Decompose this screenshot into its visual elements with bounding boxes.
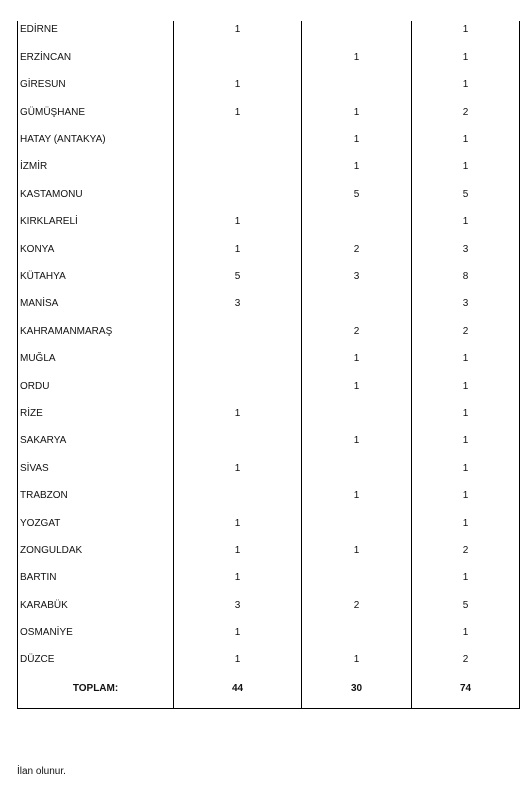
- total-label: TOPLAM:: [18, 678, 174, 708]
- province-name: KASTAMONU: [18, 185, 174, 212]
- province-name: MUĞLA: [18, 350, 174, 377]
- count-col2: 1: [302, 432, 412, 459]
- count-total: 1: [412, 624, 520, 651]
- count-total: 1: [412, 377, 520, 404]
- count-col2: 2: [302, 596, 412, 623]
- count-col2: [302, 404, 412, 431]
- province-name: KONYA: [18, 240, 174, 267]
- table-row: [18, 541, 520, 568]
- province-name: SAKARYA: [18, 432, 174, 459]
- total-grand: 74: [412, 678, 520, 708]
- count-col2: 1: [302, 651, 412, 678]
- province-name: BARTIN: [18, 569, 174, 596]
- count-total: 2: [412, 103, 520, 130]
- province-name: KÜTAHYA: [18, 268, 174, 295]
- table-row: [18, 48, 520, 75]
- table-row: [18, 569, 520, 596]
- province-name: DÜZCE: [18, 651, 174, 678]
- table-row: [18, 377, 520, 404]
- count-col1: [174, 432, 302, 459]
- count-col1: 1: [174, 569, 302, 596]
- province-name: KIRKLARELİ: [18, 213, 174, 240]
- province-name: GİRESUN: [18, 76, 174, 103]
- count-total: 1: [412, 76, 520, 103]
- count-col1: [174, 350, 302, 377]
- table-row: [18, 103, 520, 130]
- count-col1: [174, 322, 302, 349]
- count-col1: 1: [174, 213, 302, 240]
- count-col2: [302, 76, 412, 103]
- table-row: [18, 268, 520, 295]
- count-col1: [174, 377, 302, 404]
- province-name: SİVAS: [18, 459, 174, 486]
- province-name: KARABÜK: [18, 596, 174, 623]
- count-total: 1: [412, 569, 520, 596]
- count-total: 5: [412, 596, 520, 623]
- table-row: [18, 131, 520, 158]
- province-name: TRABZON: [18, 487, 174, 514]
- count-col2: 5: [302, 185, 412, 212]
- closing-text: İlan olunur.: [17, 766, 66, 777]
- count-col2: 1: [302, 48, 412, 75]
- province-name: YOZGAT: [18, 514, 174, 541]
- count-col2: 1: [302, 131, 412, 158]
- province-name: HATAY (ANTAKYA): [18, 131, 174, 158]
- count-total: 2: [412, 651, 520, 678]
- count-total: 2: [412, 322, 520, 349]
- province-name: KAHRAMANMARAŞ: [18, 322, 174, 349]
- count-col2: 1: [302, 541, 412, 568]
- count-total: 1: [412, 514, 520, 541]
- count-total: 2: [412, 541, 520, 568]
- count-col1: 1: [174, 541, 302, 568]
- count-col2: 1: [302, 158, 412, 185]
- table-row: [18, 240, 520, 267]
- count-col1: 1: [174, 404, 302, 431]
- table-row: [18, 322, 520, 349]
- count-col1: [174, 487, 302, 514]
- table-row: [18, 185, 520, 212]
- table-row: [18, 21, 520, 48]
- count-col1: 1: [174, 21, 302, 48]
- count-col1: 1: [174, 240, 302, 267]
- table-row: [18, 459, 520, 486]
- total-col1: 44: [174, 678, 302, 708]
- province-name: EDİRNE: [18, 21, 174, 48]
- count-col1: [174, 158, 302, 185]
- table-row: [18, 76, 520, 103]
- count-col2: 3: [302, 268, 412, 295]
- total-col2: 30: [302, 678, 412, 708]
- total-row: [18, 678, 520, 708]
- count-col1: 1: [174, 459, 302, 486]
- province-name: MANİSA: [18, 295, 174, 322]
- count-col1: [174, 131, 302, 158]
- table-row: [18, 213, 520, 240]
- province-name: GÜMÜŞHANE: [18, 103, 174, 130]
- count-col2: [302, 21, 412, 48]
- count-col1: [174, 48, 302, 75]
- count-col1: 3: [174, 295, 302, 322]
- count-total: 1: [412, 404, 520, 431]
- province-name: RİZE: [18, 404, 174, 431]
- province-table: [17, 21, 520, 709]
- count-total: 1: [412, 21, 520, 48]
- count-col2: 1: [302, 350, 412, 377]
- count-col2: 1: [302, 377, 412, 404]
- table-row: [18, 596, 520, 623]
- count-total: 1: [412, 158, 520, 185]
- count-col2: [302, 459, 412, 486]
- table-row: [18, 514, 520, 541]
- table-row: [18, 158, 520, 185]
- count-col1: 1: [174, 514, 302, 541]
- count-total: 1: [412, 213, 520, 240]
- count-col2: [302, 569, 412, 596]
- count-total: 1: [412, 48, 520, 75]
- count-col2: 1: [302, 487, 412, 514]
- table-row: [18, 350, 520, 377]
- count-col2: [302, 624, 412, 651]
- table-row: [18, 432, 520, 459]
- count-col1: 1: [174, 76, 302, 103]
- count-col1: 3: [174, 596, 302, 623]
- count-col2: 2: [302, 240, 412, 267]
- province-name: ERZİNCAN: [18, 48, 174, 75]
- table-row: [18, 404, 520, 431]
- count-total: 1: [412, 350, 520, 377]
- count-total: 1: [412, 459, 520, 486]
- count-total: 1: [412, 432, 520, 459]
- province-name: ORDU: [18, 377, 174, 404]
- count-total: 1: [412, 131, 520, 158]
- count-col1: 1: [174, 103, 302, 130]
- count-col1: 1: [174, 624, 302, 651]
- count-col1: 5: [174, 268, 302, 295]
- province-name: OSMANİYE: [18, 624, 174, 651]
- count-col2: [302, 295, 412, 322]
- count-col2: 2: [302, 322, 412, 349]
- table-row: [18, 487, 520, 514]
- count-col1: [174, 185, 302, 212]
- table-row: [18, 295, 520, 322]
- table-row: [18, 624, 520, 651]
- count-total: 5: [412, 185, 520, 212]
- count-total: 8: [412, 268, 520, 295]
- count-col2: 1: [302, 103, 412, 130]
- count-col2: [302, 514, 412, 541]
- count-total: 3: [412, 295, 520, 322]
- count-col1: 1: [174, 651, 302, 678]
- count-col2: [302, 213, 412, 240]
- province-name: İZMİR: [18, 158, 174, 185]
- province-name: ZONGULDAK: [18, 541, 174, 568]
- table-row: [18, 651, 520, 678]
- count-total: 3: [412, 240, 520, 267]
- count-total: 1: [412, 487, 520, 514]
